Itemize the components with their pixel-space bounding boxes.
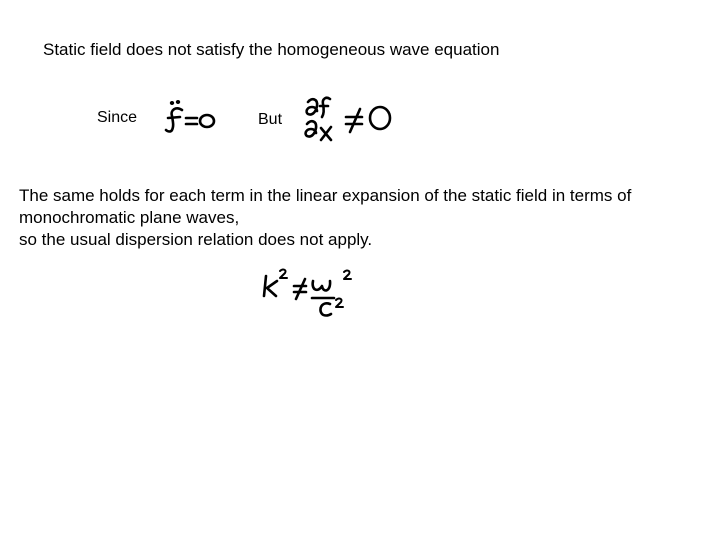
- since-equation: [160, 96, 232, 136]
- since-label: Since: [97, 109, 138, 126]
- body-paragraph: [19, 185, 709, 251]
- slide-title: Static field does not satisfy the homogeneous wave equation: [43, 40, 500, 59]
- but-equation: [300, 94, 412, 146]
- dispersion-equation: [258, 266, 362, 322]
- body-line-2: monochromatic plane waves,: [19, 208, 240, 227]
- body-line-1: The same holds for each term in the linear expansion of the static field in terms of: [19, 186, 632, 205]
- body-line-3: so the usual dispersion relation does not apply.: [19, 230, 373, 249]
- but-label: But: [258, 111, 283, 128]
